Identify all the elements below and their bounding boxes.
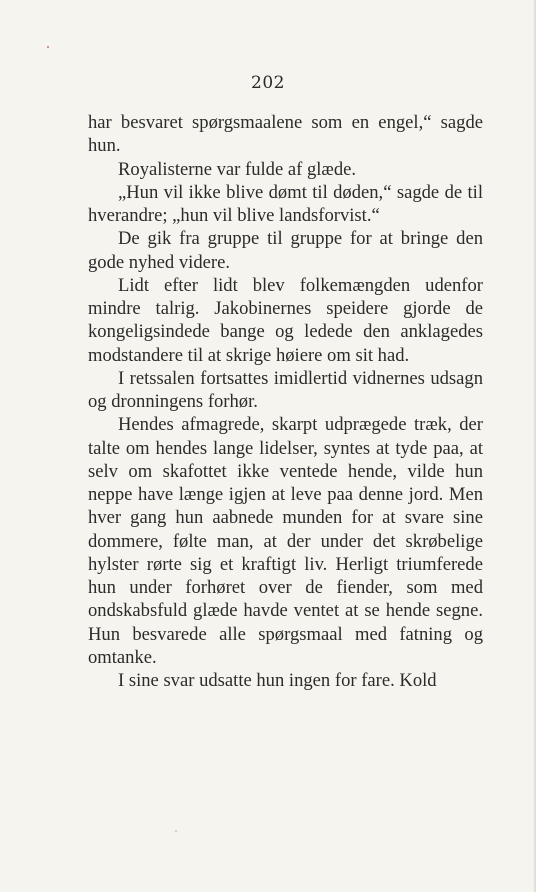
paragraph-8: I sine svar udsatte hun ingen for fare. Kold — [118, 670, 437, 691]
paragraph-3: „Hun vil ikke blive dømt til døden,“ sagde de til hverandre; „hun vil blive landsforvist.“ — [88, 181, 483, 226]
paragraph-5: Lidt efter lidt blev folkemængden udenfor mindre talrig. Jakobinernes speidere gjorde de kongeligsindede bange og ledede den anklagedes modstandere til at skrige høiere om sit had. — [88, 274, 483, 366]
paragraph-1: har besvaret spørgsmaalene som en engel,“ sagde hun. — [88, 112, 483, 157]
ink-speck — [47, 46, 49, 48]
paper-speck — [175, 830, 177, 832]
paragraph-7: Hendes afmagrede, skarpt udprægede træk, der talte om hendes lange lidelser, syntes at tyde paa, at selv om skafottet ikke ventede hende, vilde hun neppe have længe igjen at leve paa denne jord. Men hver gang hun aabnede munden for at svare sine dommere, følte man, at der under det skrøbelige hylster rørte sig et kraftigt liv. Herligt triumferede hun under forhøret over de fiender, som med ondskabsfuld glæde havde ventet at se hende segne. Hun besvarede alle spørgsmaal med fatning og omtanke. — [88, 414, 483, 668]
body-text — [88, 111, 483, 692]
paragraph-6: I retssalen fortsattes imidlertid vidnernes udsagn og dronningens forhør. — [88, 367, 483, 412]
page-number: 202 — [251, 73, 285, 93]
paragraph-2: Royalisterne var fulde af glæde. — [118, 158, 357, 180]
paragraph-4: De gik fra gruppe til gruppe for at bringe den gode nyhed videre. — [88, 228, 483, 273]
